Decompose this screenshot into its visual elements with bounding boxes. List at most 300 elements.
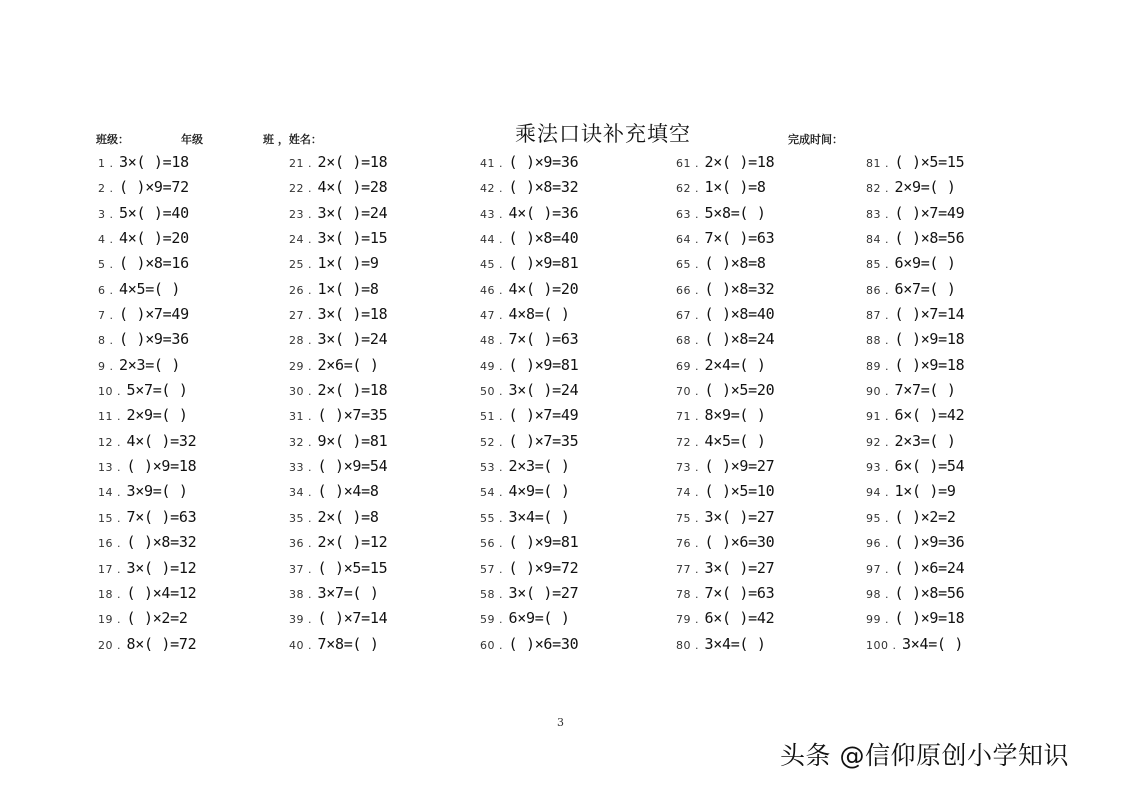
problem-row [676, 457, 876, 482]
problem-row [866, 432, 1066, 457]
problem-number: 10 [98, 385, 113, 399]
problem-number: 53 [480, 461, 495, 475]
problem-separator: . [308, 587, 312, 601]
problem-row [676, 356, 876, 381]
problem-number: 6 [98, 283, 106, 297]
problem-number: 32 [289, 435, 304, 449]
problem-number: 76 [676, 537, 691, 551]
problem-expression: ( )×6=30 [508, 634, 579, 653]
problem-expression: 7×( )=63 [508, 330, 579, 349]
problem-number: 51 [480, 410, 495, 424]
problem-expression: ( )×8=32 [704, 279, 775, 298]
problem-expression: 2×6=( ) [317, 355, 379, 374]
problem-expression: ( )×8=40 [508, 229, 579, 248]
problem-expression: 3×( )=24 [317, 330, 388, 349]
problem-expression: 6×( )=54 [894, 457, 965, 476]
problem-separator: . [695, 334, 699, 348]
problem-separator: . [499, 461, 503, 475]
problem-number: 29 [289, 359, 304, 373]
problem-expression: ( )×8=56 [894, 583, 965, 602]
problem-number: 11 [98, 410, 113, 424]
problem-row [98, 330, 298, 355]
problem-row [866, 280, 1066, 305]
problem-row [866, 229, 1066, 254]
problem-separator: . [499, 334, 503, 348]
problem-separator: . [695, 638, 699, 652]
problem-number: 3 [98, 207, 106, 221]
problem-separator: . [499, 562, 503, 576]
problem-expression: 6×9=( ) [508, 609, 570, 628]
problem-separator: . [109, 283, 113, 297]
problem-number: 77 [676, 562, 691, 576]
problem-separator: . [499, 283, 503, 297]
problem-expression: 7×( )=63 [704, 229, 775, 248]
problem-expression: ( )×7=49 [508, 406, 579, 425]
problem-separator: . [117, 638, 121, 652]
problem-separator: . [308, 385, 312, 399]
problem-expression: 3×( )=12 [126, 558, 197, 577]
problem-expression: 2×3=( ) [119, 355, 181, 374]
problem-row [866, 153, 1066, 178]
problem-separator: . [695, 207, 699, 221]
problem-separator: . [695, 283, 699, 297]
problem-row [480, 153, 680, 178]
problem-expression: 7×8=( ) [317, 634, 379, 653]
problem-row [98, 305, 298, 330]
problem-row [98, 204, 298, 229]
problem-number: 42 [480, 182, 495, 196]
problem-row [289, 356, 489, 381]
problem-row [289, 406, 489, 431]
problem-number: 62 [676, 182, 691, 196]
problem-separator: . [117, 486, 121, 500]
problem-row [98, 229, 298, 254]
problem-separator: . [499, 486, 503, 500]
problem-expression: ( )×6=30 [704, 533, 775, 552]
problem-number: 17 [98, 562, 113, 576]
completion-time-label: 完成时间： [788, 133, 843, 146]
problem-number: 7 [98, 309, 106, 323]
problem-separator: . [117, 435, 121, 449]
problem-expression: 9×( )=81 [317, 431, 388, 450]
problem-expression: ( )×7=49 [119, 305, 189, 324]
problem-column [480, 153, 680, 660]
problem-separator: . [308, 410, 312, 424]
problem-number: 33 [289, 461, 304, 475]
watermark: 头条 @信仰原创小学知识 [780, 741, 1069, 770]
problem-expression: 2×( )=12 [317, 533, 388, 552]
problem-row [98, 482, 298, 507]
problem-number: 27 [289, 309, 304, 323]
problem-number: 97 [866, 562, 881, 576]
problem-expression: 8×( )=72 [126, 634, 197, 653]
problem-separator: . [885, 385, 889, 399]
problem-row [866, 508, 1066, 533]
problem-separator: . [109, 334, 113, 348]
problem-expression: 2×( )=18 [317, 153, 388, 171]
problem-number: 31 [289, 410, 304, 424]
problem-row [289, 584, 489, 609]
problem-number: 52 [480, 435, 495, 449]
problem-number: 24 [289, 233, 304, 247]
problem-number: 58 [480, 587, 495, 601]
problem-expression: ( )×7=49 [894, 203, 965, 222]
problem-expression: ( )×8=32 [508, 178, 579, 197]
problem-number: 45 [480, 258, 495, 272]
problem-separator: . [109, 258, 113, 272]
problem-number: 28 [289, 334, 304, 348]
problem-separator: . [885, 359, 889, 373]
problem-number: 8 [98, 334, 106, 348]
problem-number: 50 [480, 385, 495, 399]
problem-row [289, 635, 489, 660]
problem-separator: . [499, 587, 503, 601]
problem-separator: . [695, 613, 699, 627]
problem-separator: . [885, 182, 889, 196]
problem-row [676, 609, 876, 634]
problem-expression: 4×( )=36 [508, 203, 579, 222]
problem-number: 9 [98, 359, 106, 373]
problem-number: 20 [98, 638, 113, 652]
problem-row [289, 330, 489, 355]
problem-separator: . [892, 638, 896, 652]
problem-number: 91 [866, 410, 881, 424]
problem-expression: ( )×9=18 [894, 330, 965, 349]
problem-expression: 2×4=( ) [704, 355, 766, 374]
problem-expression: ( )×9=36 [894, 533, 965, 552]
problem-column [676, 153, 876, 660]
problem-row [480, 584, 680, 609]
problem-expression: 3×4=( ) [508, 507, 570, 526]
problem-expression: ( )×7=14 [894, 305, 965, 324]
problem-row [289, 153, 489, 178]
problem-expression: ( )×9=72 [119, 178, 189, 197]
problem-expression: 7×( )=63 [126, 507, 197, 526]
problem-row [866, 254, 1066, 279]
problem-number: 61 [676, 157, 691, 170]
problem-row [289, 280, 489, 305]
problem-row [480, 381, 680, 406]
problem-row [98, 356, 298, 381]
problem-separator: . [308, 537, 312, 551]
problem-expression: ( )×9=36 [508, 153, 579, 171]
problem-row [480, 330, 680, 355]
problem-separator: . [308, 359, 312, 373]
problem-row [866, 330, 1066, 355]
problem-row [866, 559, 1066, 584]
problem-row [676, 280, 876, 305]
problem-expression: ( )×9=18 [126, 457, 197, 476]
problem-separator: . [695, 537, 699, 551]
problem-separator: . [885, 283, 889, 297]
problem-row [289, 432, 489, 457]
page-number: 3 [557, 716, 564, 729]
problem-expression: 2×3=( ) [894, 431, 956, 450]
problem-separator: . [109, 359, 113, 373]
problem-expression: 2×( )=18 [704, 153, 775, 171]
problem-row [480, 254, 680, 279]
problem-row [480, 280, 680, 305]
problem-expression: ( )×9=18 [894, 609, 965, 628]
problem-row [289, 305, 489, 330]
problem-row [289, 457, 489, 482]
problem-separator: . [885, 157, 889, 170]
problem-expression: 3×( )=15 [317, 229, 388, 248]
problem-row [289, 381, 489, 406]
problem-number: 71 [676, 410, 691, 424]
problem-expression: 1×( )=8 [317, 279, 379, 298]
problem-expression: 4×( )=28 [317, 178, 388, 197]
problem-row [98, 457, 298, 482]
problem-row [480, 204, 680, 229]
problem-expression: 4×( )=32 [126, 431, 197, 450]
problem-number: 78 [676, 587, 691, 601]
problem-expression: ( )×7=35 [317, 406, 388, 425]
problem-expression: 8×9=( ) [704, 406, 766, 425]
problem-expression: 1×( )=9 [894, 482, 956, 501]
problem-number: 88 [866, 334, 881, 348]
problem-number: 86 [866, 283, 881, 297]
problem-expression: 6×9=( ) [894, 254, 956, 273]
problem-number: 37 [289, 562, 304, 576]
problem-expression: ( )×7=14 [317, 609, 388, 628]
problem-expression: ( )×8=8 [704, 254, 766, 273]
problem-separator: . [499, 207, 503, 221]
problem-separator: . [695, 233, 699, 247]
problem-separator: . [499, 309, 503, 323]
problem-row [289, 533, 489, 558]
problem-row [480, 406, 680, 431]
problem-separator: . [885, 435, 889, 449]
problem-separator: . [885, 486, 889, 500]
problem-row [676, 204, 876, 229]
problem-row [98, 533, 298, 558]
problem-row [866, 584, 1066, 609]
problem-number: 68 [676, 334, 691, 348]
problem-separator: . [499, 233, 503, 247]
problem-separator: . [499, 182, 503, 196]
problem-expression: ( )×8=40 [704, 305, 775, 324]
problem-row [480, 559, 680, 584]
problem-number: 38 [289, 587, 304, 601]
problem-number: 100 [866, 638, 889, 652]
problem-expression: 5×( )=40 [119, 203, 189, 222]
problem-number: 39 [289, 613, 304, 627]
problem-expression: 3×9=( ) [126, 482, 188, 501]
problem-expression: 3×4=( ) [704, 634, 766, 653]
problem-separator: . [308, 283, 312, 297]
problem-number: 35 [289, 511, 304, 525]
problem-row [289, 559, 489, 584]
problem-separator: . [117, 613, 121, 627]
problem-expression: 6×( )=42 [704, 609, 775, 628]
problem-number: 80 [676, 638, 691, 652]
problem-expression: ( )×9=27 [704, 457, 775, 476]
problem-separator: . [117, 587, 121, 601]
problem-number: 22 [289, 182, 304, 196]
problem-separator: . [308, 638, 312, 652]
problem-expression: 4×5=( ) [119, 279, 181, 298]
problem-number: 26 [289, 283, 304, 297]
problem-number: 4 [98, 233, 106, 247]
problem-row [866, 305, 1066, 330]
problem-separator: . [117, 461, 121, 475]
problem-separator: . [308, 334, 312, 348]
problem-expression: 2×9=( ) [126, 406, 188, 425]
problem-expression: 6×7=( ) [894, 279, 956, 298]
problem-expression: ( )×4=12 [126, 583, 197, 602]
problem-number: 92 [866, 435, 881, 449]
problem-row [289, 178, 489, 203]
problem-separator: . [499, 157, 503, 170]
problem-expression: 3×7=( ) [317, 583, 379, 602]
problem-row [676, 635, 876, 660]
problem-separator: . [109, 233, 113, 247]
problem-separator: . [885, 233, 889, 247]
problem-row [676, 533, 876, 558]
problem-column [98, 153, 298, 660]
problem-separator: . [499, 435, 503, 449]
problem-expression: ( )×8=56 [894, 229, 965, 248]
problem-separator: . [885, 410, 889, 424]
problem-number: 93 [866, 461, 881, 475]
problem-number: 40 [289, 638, 304, 652]
problem-expression: ( )×5=15 [317, 558, 388, 577]
problem-row [289, 508, 489, 533]
problem-number: 41 [480, 157, 495, 170]
page-title: 乘法口诀补充填空 [515, 122, 691, 146]
problem-number: 99 [866, 613, 881, 627]
problem-number: 46 [480, 283, 495, 297]
problem-separator: . [695, 309, 699, 323]
problem-row [289, 254, 489, 279]
problem-expression: 3×( )=18 [317, 305, 388, 324]
problem-separator: . [308, 309, 312, 323]
problem-separator: . [499, 511, 503, 525]
problem-expression: 3×4=( ) [902, 634, 964, 653]
problem-row [480, 432, 680, 457]
problem-expression: ( )×7=35 [508, 431, 579, 450]
problem-separator: . [109, 182, 113, 196]
problem-expression: ( )×9=81 [508, 355, 579, 374]
problem-expression: 4×9=( ) [508, 482, 570, 501]
problem-expression: ( )×9=36 [119, 330, 189, 349]
problem-row [480, 356, 680, 381]
problem-separator: . [695, 511, 699, 525]
problem-number: 60 [480, 638, 495, 652]
problem-separator: . [695, 157, 699, 170]
problem-expression: ( )×5=20 [704, 381, 775, 400]
problem-separator: . [499, 613, 503, 627]
problem-row [866, 609, 1066, 634]
problem-row [676, 508, 876, 533]
problem-expression: ( )×8=32 [126, 533, 197, 552]
problem-separator: . [499, 359, 503, 373]
problem-separator: . [308, 613, 312, 627]
problem-expression: 3×( )=27 [704, 558, 775, 577]
problem-row [98, 584, 298, 609]
problem-separator: . [499, 385, 503, 399]
problem-separator: . [885, 511, 889, 525]
problem-row [676, 229, 876, 254]
problem-separator: . [695, 359, 699, 373]
problem-expression: 6×( )=42 [894, 406, 965, 425]
problem-number: 23 [289, 207, 304, 221]
problem-number: 36 [289, 537, 304, 551]
problem-number: 43 [480, 207, 495, 221]
problem-row [866, 381, 1066, 406]
problem-expression: 2×( )=18 [317, 381, 388, 400]
problem-separator: . [499, 638, 503, 652]
problem-expression: ( )×9=54 [317, 457, 388, 476]
problem-row [98, 381, 298, 406]
problem-row [480, 178, 680, 203]
problem-row [98, 280, 298, 305]
problem-separator: . [308, 511, 312, 525]
problem-expression: 4×5=( ) [704, 431, 766, 450]
problem-number: 47 [480, 309, 495, 323]
problem-number: 21 [289, 157, 304, 170]
problem-row [289, 204, 489, 229]
problem-row [289, 229, 489, 254]
problem-separator: . [499, 410, 503, 424]
problem-separator: . [308, 435, 312, 449]
problem-number: 19 [98, 613, 113, 627]
problem-expression: ( )×9=18 [894, 355, 965, 374]
problem-number: 30 [289, 385, 304, 399]
problem-expression: 4×( )=20 [119, 229, 189, 248]
problem-separator: . [109, 309, 113, 323]
problem-row [676, 305, 876, 330]
problem-row [98, 178, 298, 203]
problem-row [676, 254, 876, 279]
problem-row [676, 584, 876, 609]
problem-number: 84 [866, 233, 881, 247]
problem-number: 48 [480, 334, 495, 348]
problem-number: 14 [98, 486, 113, 500]
problem-separator: . [885, 537, 889, 551]
problem-row [480, 508, 680, 533]
problem-separator: . [885, 461, 889, 475]
problem-separator: . [117, 385, 121, 399]
problem-row [98, 153, 298, 178]
problem-separator: . [117, 537, 121, 551]
problem-row [866, 178, 1066, 203]
problem-separator: . [695, 258, 699, 272]
class-label: 班级： [96, 133, 129, 146]
problem-separator: . [308, 207, 312, 221]
problem-row [289, 609, 489, 634]
problem-row [676, 381, 876, 406]
problem-expression: 1×( )=9 [317, 254, 379, 273]
problem-separator: . [117, 410, 121, 424]
problem-number: 1 [98, 157, 106, 170]
problem-number: 18 [98, 587, 113, 601]
problem-row [866, 533, 1066, 558]
problem-row [480, 533, 680, 558]
problem-number: 66 [676, 283, 691, 297]
problem-number: 12 [98, 435, 113, 449]
problem-row [480, 609, 680, 634]
problem-column [866, 153, 1066, 660]
problem-number: 59 [480, 613, 495, 627]
problem-row [866, 482, 1066, 507]
problem-row [676, 406, 876, 431]
problem-number: 67 [676, 309, 691, 323]
problem-separator: . [695, 486, 699, 500]
problem-row [676, 178, 876, 203]
problem-expression: 3×( )=27 [508, 583, 579, 602]
